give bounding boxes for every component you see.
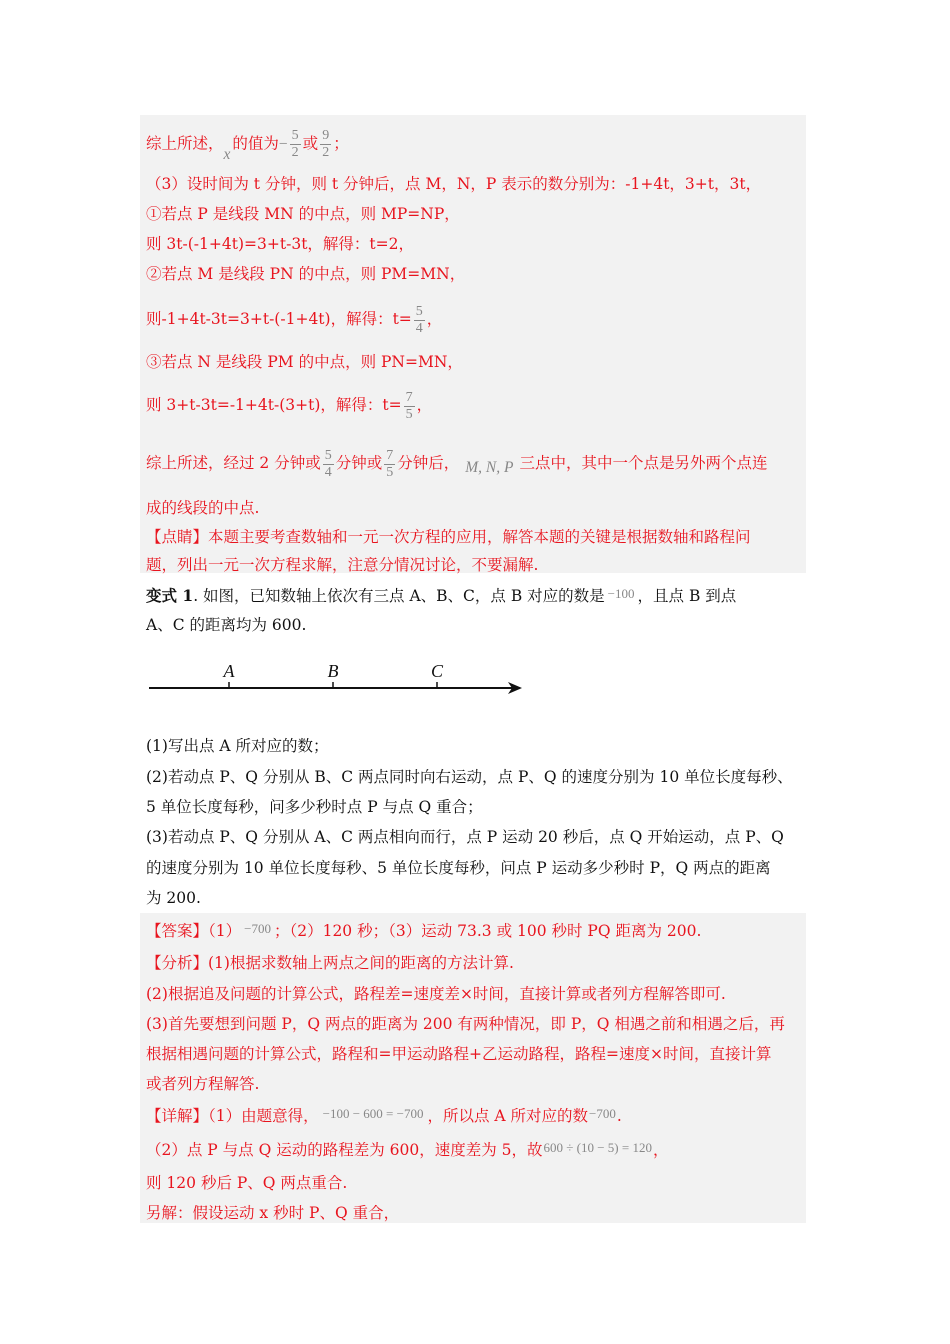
number-axis-figure [140,655,530,700]
problem-title: 变式 1 [146,586,194,605]
fraction: $\frac{7}{5}$ [386,447,394,480]
dianjing-line-2: 题，列出一元一次方程求解，注意分情况讨论，不要漏解. [146,556,539,574]
label-c: C [430,661,444,681]
fraction: $\frac{5}{4}$ [415,303,423,336]
question-3a: (3)若动点 P、Q 分别从 A、C 两点相向而行，点 P 运动 20 秒后，点 Q 开始运动，点 P、Q [146,828,784,846]
solution-case-3-eq: 则 3+t-3t=-1+4t-(3+t)，解得：t= $\frac{7}{5}$ ， [146,389,433,422]
answer-line: 【答案】（1） −700 ；（2）120 秒；（3）运动 73.3 或 100 秒时 PQ 距离为 200. [146,921,702,940]
problem-line-1: 变式 1. 如图，已知数轴上依次有三点 A、B、C，点 B 对应的数是 −100 ，且点 B 到点 [146,586,737,605]
detail-line-1: 【详解】（1）由题意得， −100 − 600 = −700 ，所以点 A 所对应的数−700. [146,1106,622,1125]
fraction: $\frac{7}{5}$ [405,389,413,422]
detail-line-2: （2）点 P 与点 Q 运动的路程差为 600，速度差为 5，故600 ÷ (10 − 5) = 120， [146,1140,669,1159]
problem-line-2: A、C 的距离均为 600. [146,616,307,634]
analysis-line-5: 或者列方程解答. [146,1075,260,1093]
analysis-line-1: 【分析】(1)根据求数轴上两点之间的距离的方法计算. [146,954,514,972]
question-3b: 的速度分别为 10 单位长度每秒、5 单位长度每秒，问点 P 运动多少秒时 P，Q 两点的距离 [146,859,771,877]
detail-line-4: 另解：假设运动 x 秒时 P、Q 重合， [146,1204,400,1222]
analysis-line-3: (3)首先要想到问题 P，Q 两点的距离为 200 有两种情况，即 P，Q 相遇之前和相遇之后，再 [146,1015,785,1033]
fraction: $\frac{5}{2}$ [291,128,299,160]
dianjing-line-1: 【点睛】本题主要考查数轴和一元一次方程的应用，解答本题的关键是根据数轴和路程问 [146,528,751,546]
detail-line-3: 则 120 秒后 P、Q 两点重合. [146,1174,348,1192]
fraction: $\frac{9}{2}$ [322,128,330,160]
solution-case-3: ③若点 N 是线段 PM 的中点，则 PN=MN， [146,353,463,371]
solution-line-3: （3）设时间为 t 分钟，则 t 分钟后，点 M，N，P 表示的数分别为：-1+4t，3+t，3t， [146,175,762,193]
conclusion-line-2: 综上所述，经过 2 分钟或 $\frac{5}{4}$ 分钟或 $\frac{7}{5}$ 分钟后， M, N, P 三点中，其中一个点是另外两个点连 [146,447,768,480]
solution-case-1: ①若点 P 是线段 MN 的中点，则 MP=NP， [146,205,460,223]
analysis-line-4: 根据相遇问题的计算公式，路程和=甲运动路程+乙运动路程，路程=速度×时间，直接计算 [146,1045,772,1063]
question-3c: 为 200. [146,889,201,907]
conclusion-line-3: 成的线段的中点. [146,499,260,517]
label-a: A [223,661,235,681]
analysis-line-2: (2)根据追及问题的计算公式，路程差=速度差×时间，直接计算或者列方程解答即可. [146,985,726,1003]
question-1: (1)写出点 A 所对应的数； [146,737,329,755]
solution-case-2: ②若点 M 是线段 PN 的中点，则 PM=MN， [146,265,466,283]
conclusion-line-1: 综上所述，x的值为− $\frac{5}{2}$ 或 $\frac{9}{2}$ ； [146,128,349,163]
label-b: B [327,661,339,681]
fraction: $\frac{5}{4}$ [324,447,332,480]
question-2b: 5 单位长度每秒，问多少秒时点 P 与点 Q 重合； [146,798,483,816]
solution-case-2-eq: 则-1+4t-3t=3+t-(-1+4t)，解得：t= $\frac{5}{4}$ ， [146,303,443,336]
solution-case-1-eq: 则 3t-(-1+4t)=3+t-3t，解得：t=2， [146,235,414,253]
question-2a: (2)若动点 P、Q 分别从 B、C 两点同时向右运动，点 P、Q 的速度分别为 10 单位长度每秒、 [146,768,793,786]
